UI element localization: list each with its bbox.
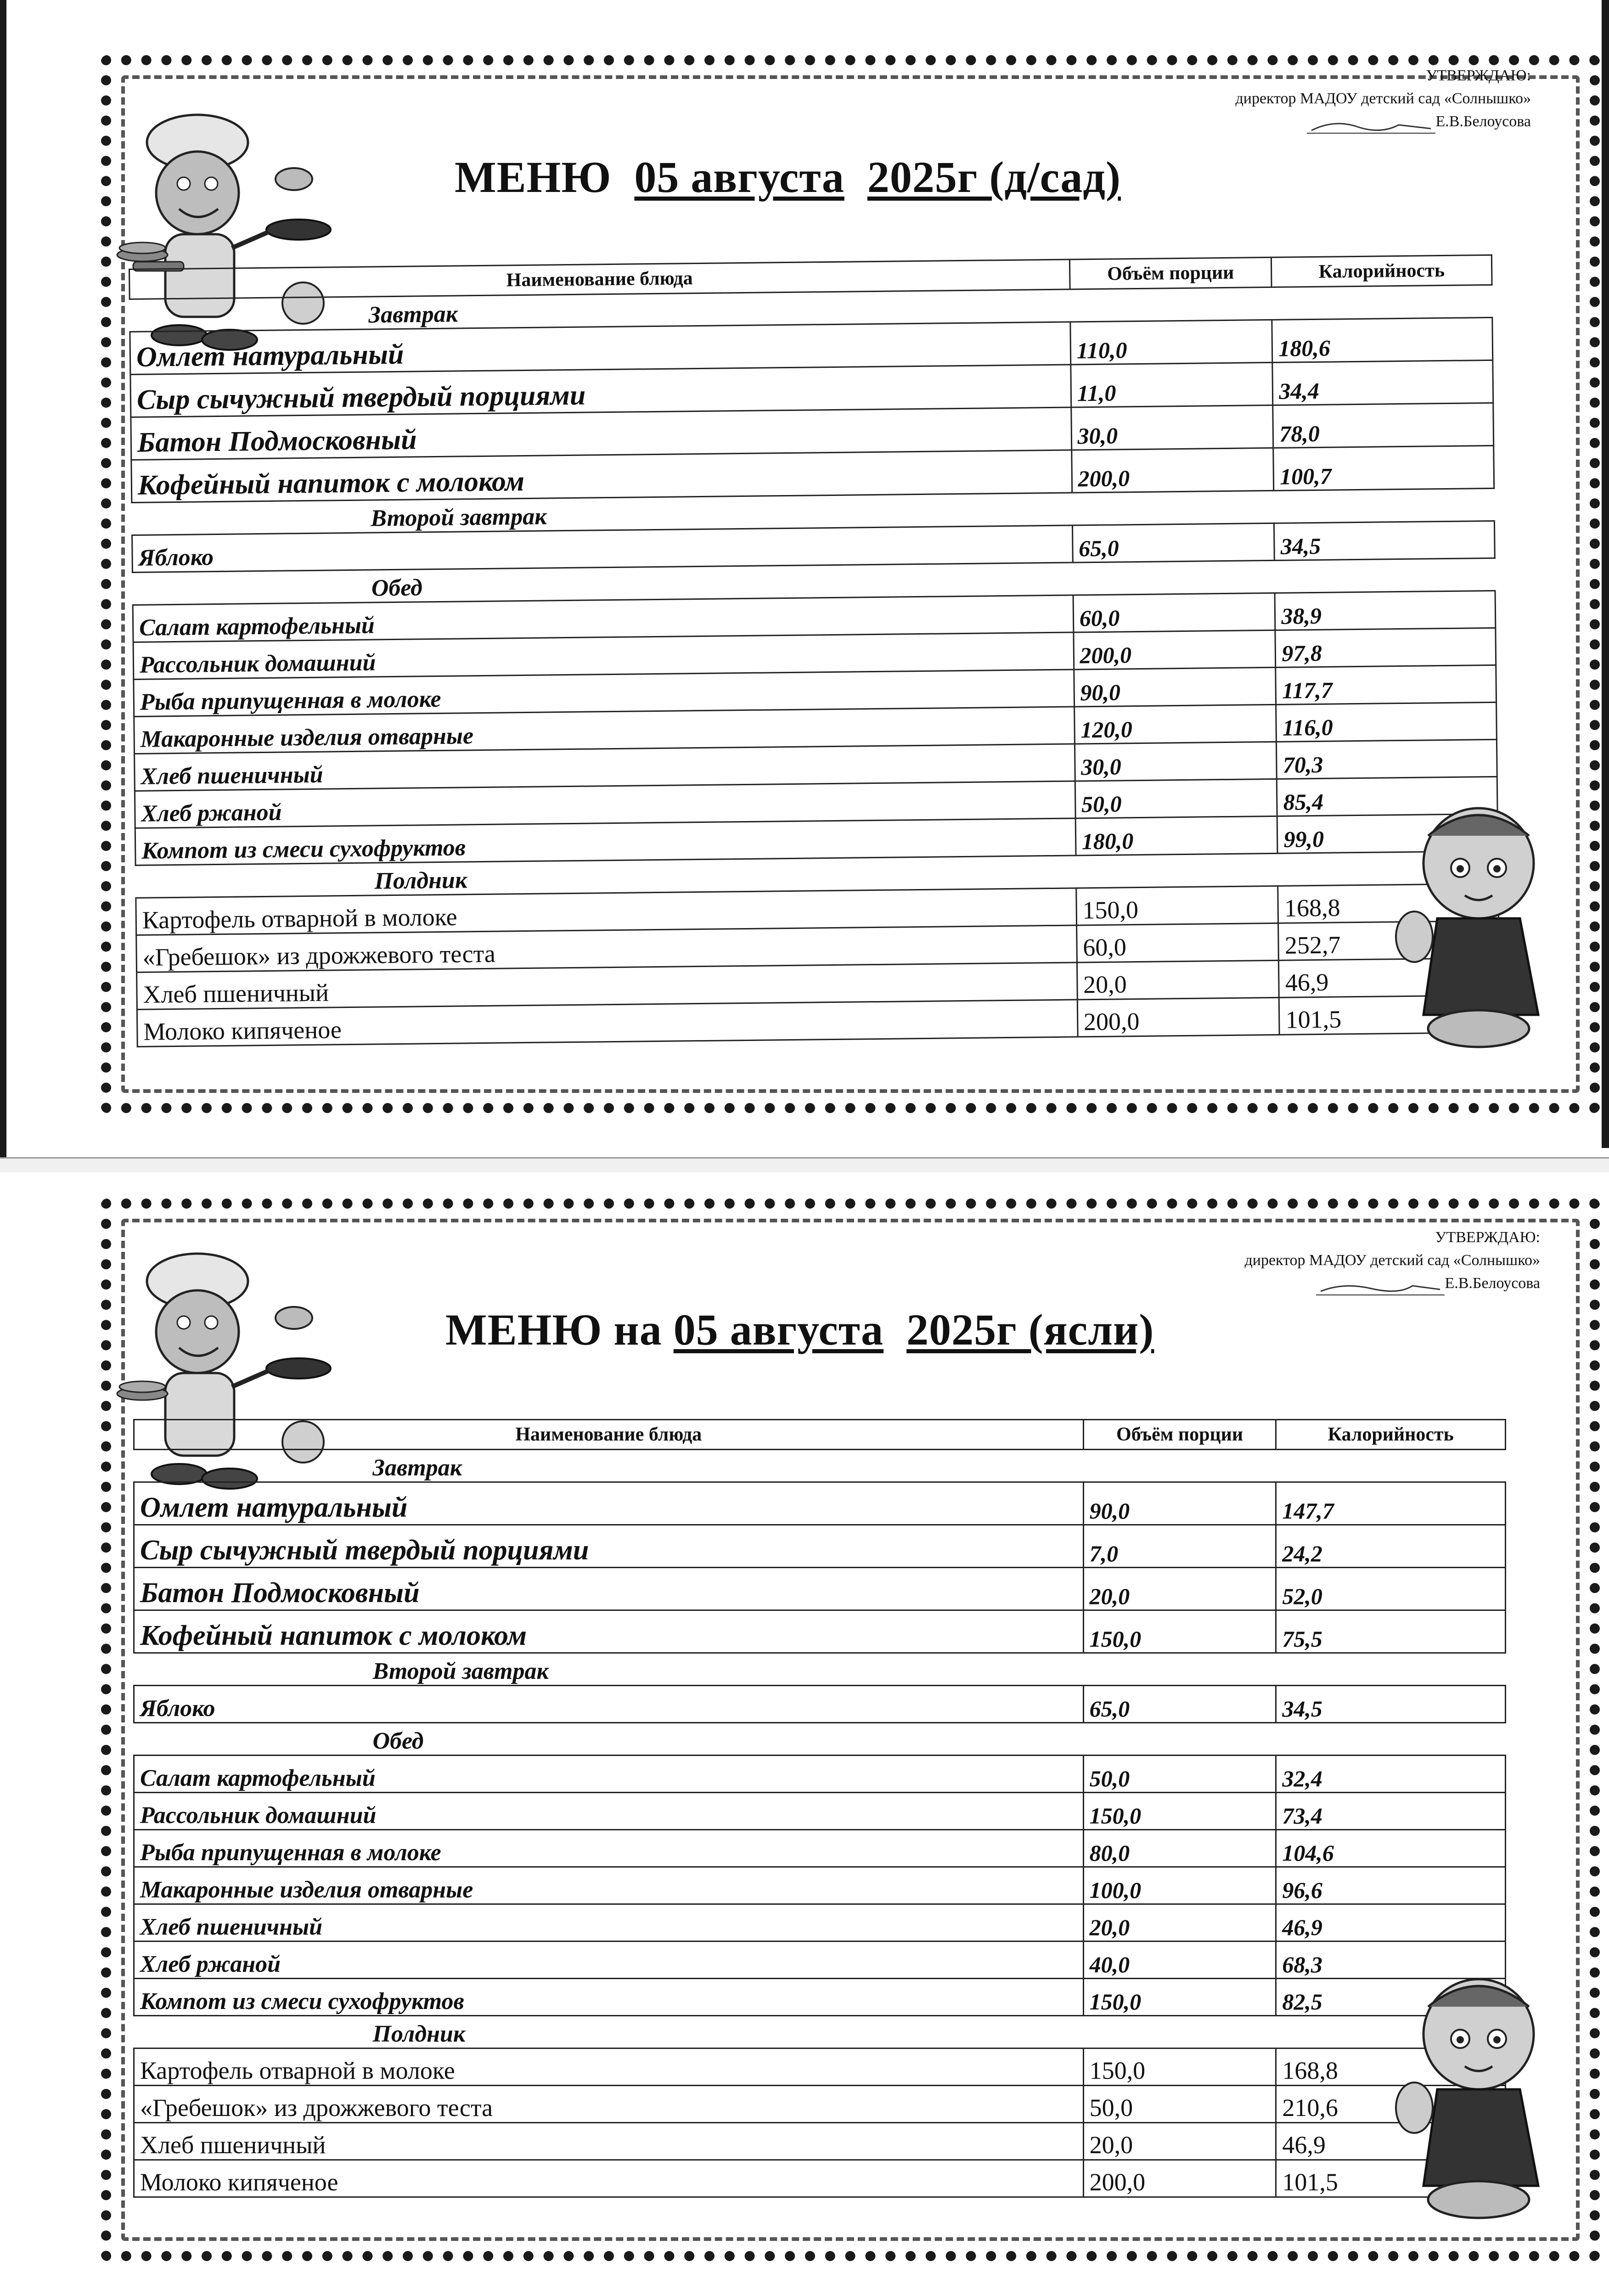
page-title [445,1304,1154,1355]
portion-value: 65,0 [1083,1686,1276,1723]
title-date: 05 августа [673,1305,884,1354]
title-year: 2025г (ясли) [906,1305,1154,1354]
portion-value: 7,0 [1083,1525,1276,1568]
portion-value: 50,0 [1083,2086,1276,2123]
calories-value: 104,6 [1276,1830,1506,1867]
table-row [134,1568,1506,1610]
calories-value: 38,9 [1275,591,1495,630]
calories-value: 24,2 [1276,1525,1506,1568]
table-row [134,1941,1506,1979]
portion-value: 50,0 [1075,779,1277,818]
portion-value: 180,0 [1075,816,1278,855]
title-prefix: МЕНЮ на [445,1305,662,1354]
approval-name: Е.В.Белоусова [1435,113,1531,130]
portion-value: 150,0 [1083,1979,1276,2016]
header-name: Наименование блюда [129,259,1070,299]
portion-value: 80,0 [1083,1830,1276,1867]
calories-value: 101,5 [1279,995,1500,1035]
calories-value: 100,7 [1273,445,1494,490]
dish-name: Кофейный напиток с молоком [131,450,1072,502]
child-illustration-icon [1387,799,1584,1056]
calories-value: 78,0 [1273,403,1494,448]
dish-name: Рыба припущенная в молоке [134,670,1074,716]
portion-value: 110,0 [1070,320,1273,365]
table-row [134,2123,1506,2160]
portion-value: 30,0 [1075,742,1277,781]
approval-position: директор МАДОУ детский сад «Солнышко» [1244,1252,1540,1269]
table-row [134,2160,1506,2197]
dish-name: Батон Подмосковный [131,407,1072,460]
calories-value: 117,7 [1276,665,1496,704]
section-label: Полдник [134,2016,1506,2048]
section-label: Обед [132,558,1495,605]
dish-name: Яблоко [132,525,1073,572]
dish-name: Молоко кипяченое [137,1000,1077,1047]
calories-value: 34,5 [1274,521,1495,560]
table-row [134,1686,1506,1723]
table-row [134,1793,1506,1830]
section-row [134,1653,1506,1686]
section-row [134,1450,1506,1482]
table-header-row [134,1420,1506,1450]
header-calories: Калорийность [1271,255,1492,287]
dish-name: Салат картофельный [134,1756,1084,1793]
table-row [134,1979,1506,2016]
dish-name: Хлеб пшеничный [134,2123,1084,2160]
portion-value: 50,0 [1083,1756,1276,1793]
title-date: 05 августа [634,152,844,202]
section-row [134,1723,1506,1756]
portion-value: 20,0 [1083,2123,1276,2160]
portion-value: 65,0 [1072,523,1275,563]
calories-value: 147,7 [1276,1482,1506,1525]
calories-value: 210,6 [1276,2086,1506,2123]
calories-value: 168,8 [1278,884,1498,923]
header-portion: Объём порции [1069,257,1271,289]
dish-name: Хлеб пшеничный [134,1904,1084,1941]
dish-name: Рыба припущенная в молоке [134,1830,1084,1867]
calories-value: 46,9 [1276,1904,1506,1941]
calories-value: 75,5 [1276,1610,1506,1653]
portion-value: 100,0 [1083,1867,1276,1904]
portion-value: 20,0 [1083,1904,1276,1941]
dish-name: Салат картофельный [133,595,1073,642]
portion-value: 90,0 [1074,667,1276,707]
portion-value: 150,0 [1083,1610,1276,1653]
table-row [134,1482,1506,1525]
dish-name: Компот из смеси сухофруктов [135,818,1075,865]
portion-value: 150,0 [1076,886,1278,925]
dish-name: Кофейный напиток с молоком [134,1610,1084,1653]
section-row [134,2016,1506,2048]
portion-value: 40,0 [1083,1941,1276,1979]
approval-position: директор МАДОУ детский сад «Солнышко» [1235,90,1531,107]
dish-name: «Гребешок» из дрожжевого теста [136,925,1077,972]
portion-value: 20,0 [1083,1568,1276,1610]
approval-title: УТВЕРЖДАЮ: [1426,67,1531,84]
dish-name: Хлеб пшеничный [137,962,1077,1009]
calories-value: 46,9 [1279,958,1499,997]
calories-value: 101,5 [1276,2160,1506,2197]
menu-table [129,254,1501,1047]
calories-value: 70,3 [1277,739,1497,779]
calories-value: 68,3 [1276,1941,1506,1979]
header-portion: Объём порции [1083,1420,1276,1450]
dish-name: Молоко кипяченое [134,2160,1084,2197]
calories-value: 180,6 [1272,317,1493,362]
menu-table [133,1419,1506,2198]
page-title [455,152,1121,203]
section-label: Обед [134,1723,1506,1756]
calories-value: 73,4 [1276,1793,1506,1830]
portion-value: 11,0 [1070,362,1273,407]
dish-name: Сыр сычужный твердый порциями [134,1525,1084,1568]
table-row [134,1525,1506,1568]
calories-value: 96,6 [1276,1867,1506,1904]
calories-value: 99,0 [1277,814,1497,853]
section-label: Полдник [135,851,1498,898]
portion-value: 90,0 [1083,1482,1276,1525]
calories-value: 85,4 [1277,777,1497,816]
section-label: Второй завтрак [132,488,1495,535]
dish-name: Макаронные изделия отварные [134,707,1075,754]
dish-name: Омлет натуральный [134,1482,1084,1525]
table-row [134,2086,1506,2123]
portion-value: 150,0 [1083,1793,1276,1830]
table-row [134,2048,1506,2086]
dish-name: Хлеб пшеничный [135,744,1075,791]
calories-value: 252,7 [1278,921,1499,960]
portion-value: 60,0 [1076,923,1279,962]
portion-value: 200,0 [1077,997,1280,1037]
dish-name: Рассольник домашний [133,632,1074,679]
portion-value: 20,0 [1077,960,1279,1000]
dish-name: «Гребешок» из дрожжевого теста [134,2086,1084,2123]
dish-name: Макаронные изделия отварные [134,1867,1084,1904]
table-row [134,1904,1506,1941]
section-label: Завтрак [129,285,1492,332]
dish-name: Рассольник домашний [134,1793,1084,1830]
table-row [134,1610,1506,1653]
approval-title: УТВЕРЖДАЮ: [1435,1229,1540,1246]
dish-name: Картофель отварной в молоке [134,2048,1084,2086]
approval-block [1244,1226,1540,1295]
table-row [134,1867,1506,1904]
portion-value: 120,0 [1074,704,1277,744]
approval-block [1235,64,1531,133]
calories-value: 32,4 [1276,1756,1506,1793]
dish-name: Батон Подмосковный [134,1568,1084,1610]
title-prefix: МЕНЮ [455,152,612,202]
table-row [134,1756,1506,1793]
portion-value: 200,0 [1074,630,1276,670]
calories-value: 46,9 [1276,2123,1506,2160]
dish-name: Яблоко [134,1686,1084,1723]
dish-name: Омлет натуральный [130,322,1071,374]
calories-value: 116,0 [1276,702,1496,742]
menu-sheet-nursery [0,1171,1609,2296]
calories-value: 97,8 [1275,628,1496,667]
dish-name: Картофель отварной в молоке [136,888,1076,935]
calories-value: 34,5 [1276,1686,1506,1723]
portion-value: 60,0 [1073,593,1276,632]
dish-name: Сыр сычужный твердый порциями [130,365,1071,417]
header-calories: Калорийность [1276,1420,1506,1450]
portion-value: 200,0 [1071,448,1274,493]
signature-icon [1316,1280,1445,1295]
portion-value: 200,0 [1083,2160,1276,2197]
signature-icon [1307,118,1435,133]
calories-value: 52,0 [1276,1568,1506,1610]
dish-name: Хлеб ржаной [135,781,1075,828]
child-illustration-icon [1387,1970,1584,2227]
portion-value: 30,0 [1071,405,1273,450]
calories-value: 82,5 [1276,1979,1506,2016]
table-row [134,1830,1506,1867]
section-label: Завтрак [134,1450,1506,1482]
page-separator [0,1157,1609,1172]
dish-name: Компот из смеси сухофруктов [134,1979,1084,2016]
approval-name: Е.В.Белоусова [1445,1275,1540,1292]
portion-value: 150,0 [1083,2048,1276,2086]
calories-value: 168,8 [1276,2048,1506,2086]
title-year: 2025г (д/сад) [867,152,1121,202]
calories-value: 34,4 [1272,360,1493,405]
dish-name: Хлеб ржаной [134,1941,1084,1979]
section-label: Второй завтрак [134,1653,1506,1686]
header-name: Наименование блюда [134,1420,1084,1450]
